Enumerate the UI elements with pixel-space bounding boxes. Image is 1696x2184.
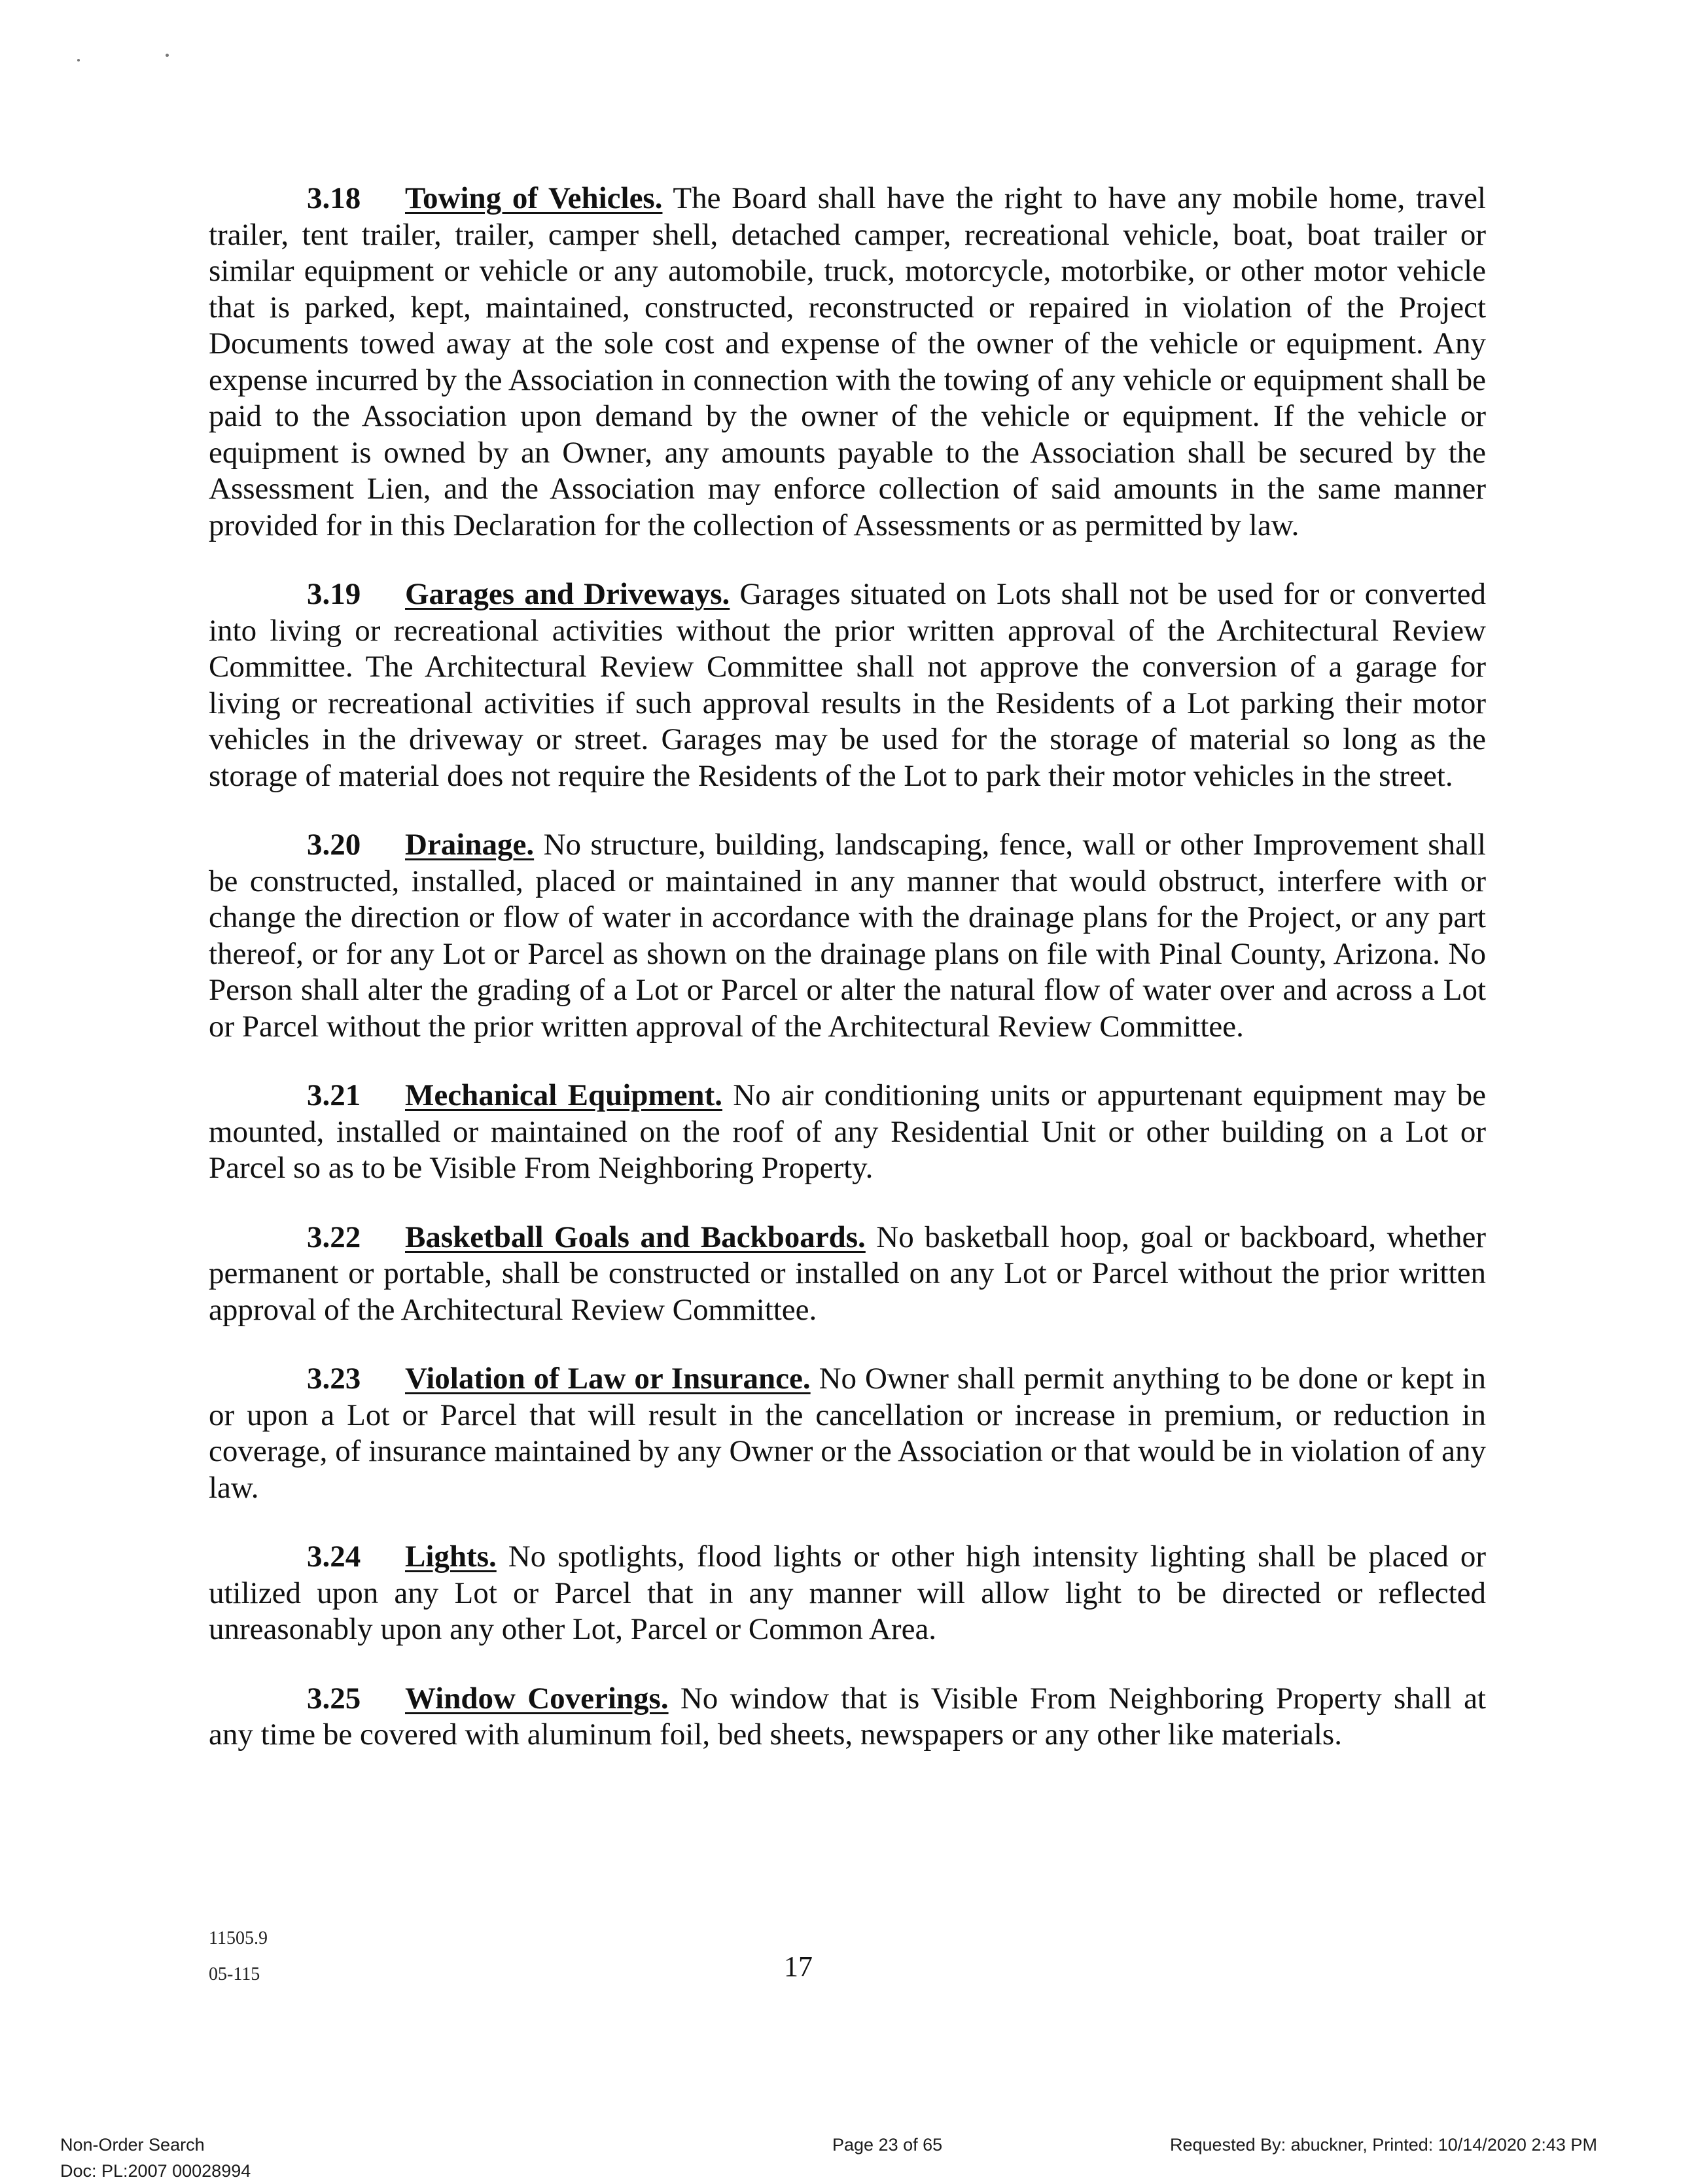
footer-doc-id: Doc: PL:2007 00028994 <box>60 2161 251 2181</box>
section-body: No Owner shall permit anything to be done or kept in or upon a Lot or Parcel that will result in the cancellation or increase in premium, or reduction in coverage, of insurance maintained by any Owner or the Association or that would be in violation of any law. <box>209 1362 1487 1505</box>
section-3-20 <box>209 827 1486 1045</box>
section-body: No structure, building, landscaping, fence, wall or other Improvement shall be constructed, installed, placed or maintained in any manner that would obstruct, interfere with or change the direction or flow of water in accordance with the drainage plans for the Project, or any part thereof, or for any Lot or Parcel as shown on the drainage plans on file with Pinal County, Arizona. No Person shall alter the grading of a Lot or Parcel or alter the natural flow of water over and across a Lot or Parcel without the prior written approval of the Architectural Review Committee. <box>209 828 1486 1044</box>
section-number: 3.21 <box>307 1078 361 1112</box>
scan-speck <box>77 59 80 62</box>
section-body: No window that is Visible From Neighboring Property shall at any time be covered with aluminum foil, bed sheets, newspapers or any other like materials. <box>209 1681 1486 1752</box>
section-heading: Basketball Goals and Backboards. <box>405 1220 866 1254</box>
section-number: 3.19 <box>307 577 361 611</box>
scan-speck <box>166 54 169 57</box>
doc-code-2: 05-115 <box>209 1964 260 1984</box>
section-3-24 <box>209 1539 1486 1648</box>
document-codes <box>209 1920 268 1992</box>
section-3-23 <box>209 1361 1486 1506</box>
doc-code-1: 11505.9 <box>209 1928 268 1948</box>
document-body <box>209 181 1486 1786</box>
section-heading: Violation of Law or Insurance. <box>405 1362 811 1396</box>
section-body: No basketball hoop, goal or backboard, whether permanent or portable, shall be constructed or installed on any Lot or Parcel without the prior written approval of the Architectural Review Committee. <box>209 1220 1487 1327</box>
section-3-18 <box>209 181 1486 544</box>
section-3-21 <box>209 1078 1486 1187</box>
section-number: 3.20 <box>307 828 361 862</box>
footer-requested-by: Requested By: abuckner, Printed: 10/14/2020 2:43 PM <box>1170 2135 1597 2155</box>
section-number: 3.24 <box>307 1540 361 1574</box>
section-number: 3.23 <box>307 1362 361 1396</box>
section-3-22 <box>209 1220 1486 1329</box>
section-heading: Garages and Driveways. <box>405 577 730 611</box>
section-body: No spotlights, flood lights or other high intensity lighting shall be placed or utilized upon any Lot or Parcel that in any manner will allow light to be directed or reflected unreasonably upon any other Lot, Parcel or Common Area. <box>209 1540 1487 1646</box>
footer-left <box>60 2132 251 2184</box>
section-3-25 <box>209 1681 1486 1753</box>
section-body: No air conditioning units or appurtenant equipment may be mounted, installed or maintained on the roof of any Residential Unit or other building on a Lot or Parcel so as to be Visible From Neighboring Property. <box>209 1078 1487 1185</box>
section-heading: Towing of Vehicles. <box>405 181 663 215</box>
section-heading: Drainage. <box>405 828 535 862</box>
section-body: Garages situated on Lots shall not be used for or converted into living or recreational activities without the prior written approval of the Architectural Review Committee. The Architectural Review Committee shall not approve the conversion of a garage for living or recreational activities if such approval results in the Residents of a Lot parking their motor vehicles in the driveway or street. Garages may be used for the storage of material so long as the storage of material does not require the Residents of the Lot to park their motor vehicles in the street. <box>209 577 1487 793</box>
section-3-19 <box>209 576 1486 794</box>
section-number: 3.18 <box>307 181 361 215</box>
section-heading: Lights. <box>405 1540 497 1574</box>
section-heading: Mechanical Equipment. <box>405 1078 722 1112</box>
section-number: 3.25 <box>307 1681 361 1716</box>
section-number: 3.22 <box>307 1220 361 1254</box>
section-body: The Board shall have the right to have any mobile home, travel trailer, tent trailer, trailer, camper shell, detached camper, recreational vehicle, boat, boat trailer or similar equipment or vehicle or any automobile, truck, motorcycle, motorbike, or other motor vehicle that is parked, kept, maintained, constructed, reconstructed or repaired in violation of the Project Documents towed away at the sole cost and expense of the owner of the vehicle or equipment. Any expense incurred by the Association in connection with the towing of any vehicle or equipment shall be paid to the Association upon demand by the owner of the vehicle or equipment. If the vehicle or equipment is owned by an Owner, any amounts payable to the Association shall be secured by the Assessment Lien, and the Association may enforce collection of said amounts in the same manner provided for in this Declaration for the collection of Assessments or as permitted by law. <box>209 181 1486 542</box>
footer-search-type: Non-Order Search <box>60 2135 205 2155</box>
page-number: 17 <box>784 1950 813 1982</box>
section-heading: Window Coverings. <box>405 1681 669 1716</box>
footer-page-count: Page 23 of 65 <box>832 2135 943 2155</box>
